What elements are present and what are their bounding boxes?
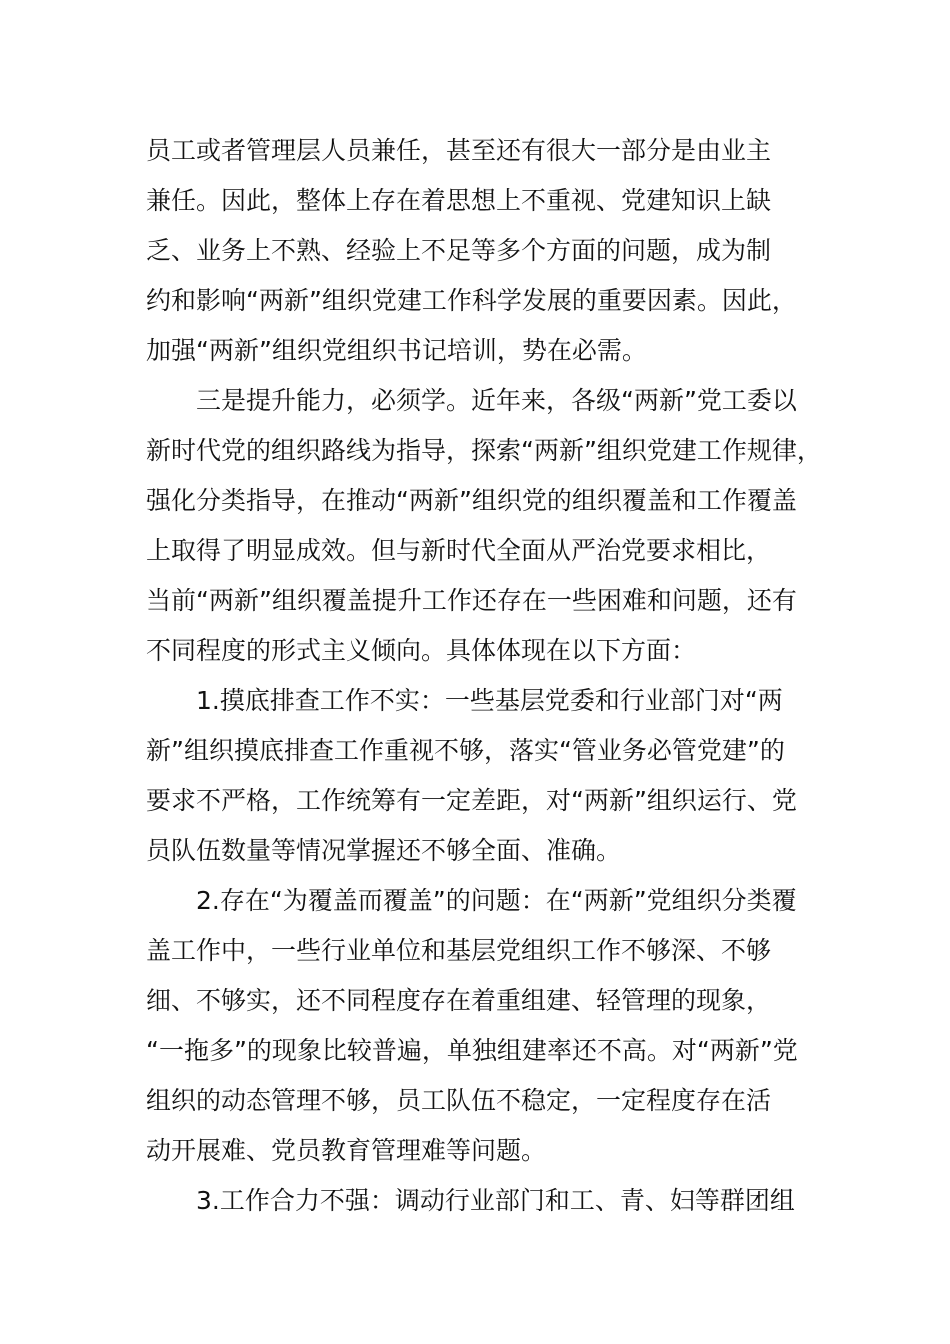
paragraph-first-line: 三是提升能力，必须学。近年来，各级“两新”党工委以 [196, 386, 797, 415]
text-line: 兼任。因此，整体上存在着思想上不重视、党建知识上缺 [146, 186, 772, 215]
text-line: 动开展难、党员教育管理难等问题。 [146, 1136, 547, 1165]
text-line: 新”组织摸底排查工作重视不够，落实“管业务必管党建”的 [146, 736, 785, 765]
text-line: 乏、业务上不熟、经验上不足等多个方面的问题，成为制 [146, 236, 772, 265]
text-line: 约和影响“两新”组织党建工作科学发展的重要因素。因此， [146, 286, 797, 315]
text-line: 新时代党的组织路线为指导，探索“两新”组织党建工作规律， [146, 436, 822, 465]
text-line: 当前“两新”组织覆盖提升工作还存在一些困难和问题，还有 [146, 586, 797, 615]
text-line: 盖工作中，一些行业单位和基层党组织工作不够深、不够 [146, 936, 772, 965]
text-line: 上取得了明显成效。但与新时代全面从严治党要求相比， [146, 536, 772, 565]
paragraph-first-line: 3.工作合力不强：调动行业部门和工、青、妇等群团组 [196, 1186, 795, 1215]
text-line: 细、不够实，还不同程度存在着重组建、轻管理的现象， [146, 986, 772, 1015]
text-line: 员工或者管理层人员兼任，甚至还有很大一部分是由业主 [146, 136, 772, 165]
text-line: 加强“两新”组织党组织书记培训，势在必需。 [146, 336, 647, 365]
text-line: 要求不严格，工作统筹有一定差距，对“两新”组织运行、党 [146, 786, 797, 815]
paragraph-first-line: 1.摸底排查工作不实：一些基层党委和行业部门对“两 [196, 686, 783, 715]
text-line: “一拖多”的现象比较普遍，单独组建率还不高。对“两新”党 [146, 1036, 798, 1065]
text-line: 不同程度的形式主义倾向。具体体现在以下方面： [146, 636, 697, 665]
text-line: 强化分类指导，在推动“两新”组织党的组织覆盖和工作覆盖 [146, 486, 797, 515]
text-line: 员队伍数量等情况掌握还不够全面、准确。 [146, 836, 622, 865]
paragraph-first-line: 2.存在“为覆盖而覆盖”的问题：在“两新”党组织分类覆 [196, 886, 797, 915]
text-line: 组织的动态管理不够，员工队伍不稳定，一定程度存在活 [146, 1086, 772, 1115]
